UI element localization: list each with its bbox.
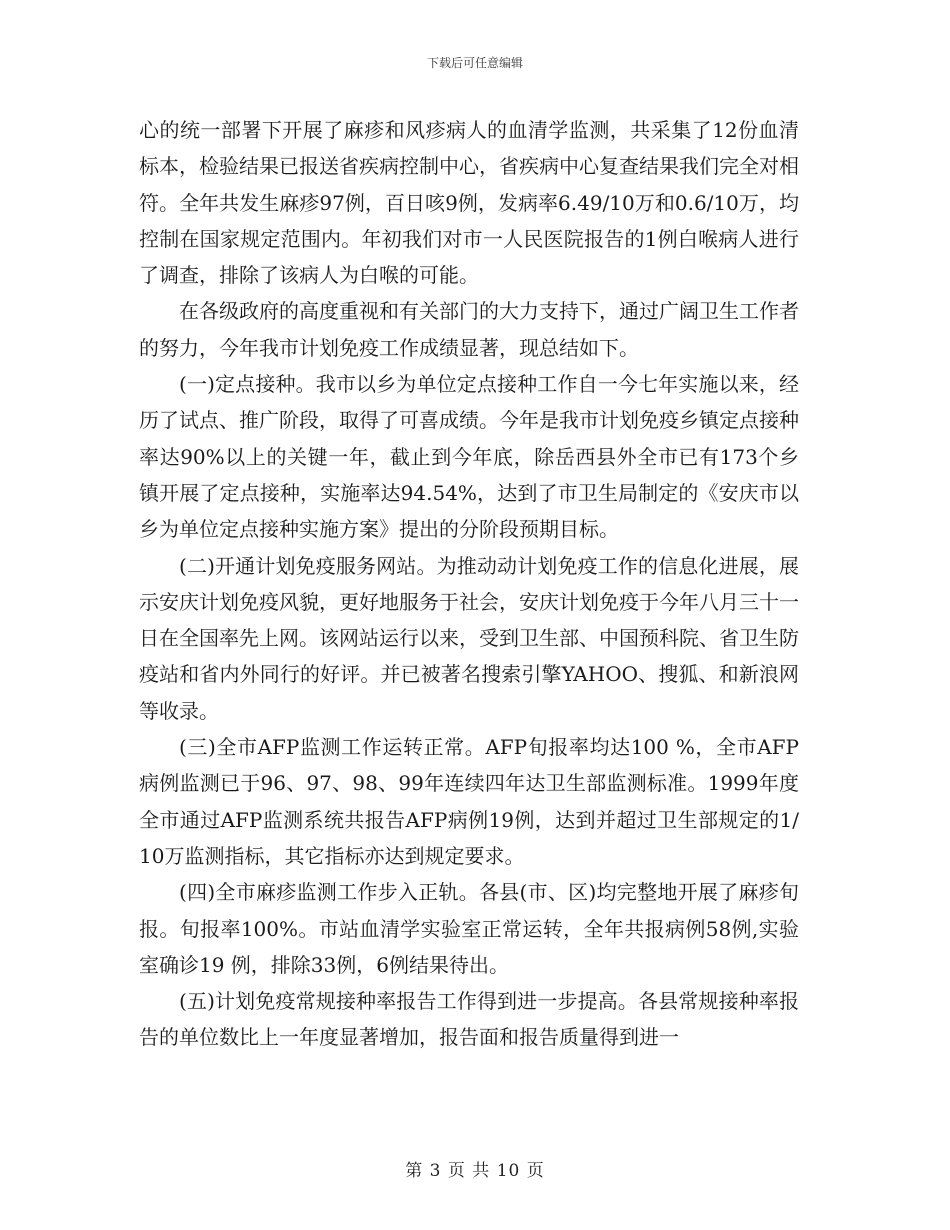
paragraph-item-1: (一)定点接种。我市以乡为单位定点接种工作自一今七年实施以来，经历了试点、推广阶段，取得了可喜成绩。今年是我市计划免疫乡镇定点接种率达90%以上的关键一年，截止到今年底，除岳西县外全市已有173个乡镇开展了定点接种，实施率达94.54%，达到了市卫生局制定的《安庆市以乡为单位定点接种实施方案》提出的分阶段预期目标。: [139, 372, 799, 542]
paragraph-item-3: (三)全市AFP监测工作运转正常。AFP旬报率均达100 %，全市AFP病例监测已于96、97、98、99年连续四年达卫生部监测标准。1999年度全市通过AFP监测系统共报告AFP病例19例，达到并超过卫生部规定的1/10万监测指标，其它指标亦达到规定要求。: [139, 735, 799, 868]
paragraph-intro: 在各级政府的高度重视和有关部门的大力支持下，通过广阔卫生工作者的努力，今年我市计划免疫工作成绩显著，现总结如下。: [139, 299, 799, 360]
document-body: [139, 112, 799, 1056]
paragraph-item-4: (四)全市麻疹监测工作步入正轨。各县(市、区)均完整地开展了麻疹旬报。旬报率100%。市站血清学实验室正常运转，全年共报病例58例,实验室确诊19 例，排除33例，6例结果待出。: [139, 880, 799, 977]
paragraph-item-2: (二)开通计划免疫服务网站。为推动动计划免疫工作的信息化进展，展示安庆计划免疫风貌，更好地服务于社会，安庆计划免疫于今年八月三十一日在全国率先上网。该网站运行以来，受到卫生部、中国预科院、省卫生防疫站和省内外同行的好评。并已被著名搜索引擎YAHOO、搜狐、和新浪网等收录。: [139, 553, 799, 723]
page-number: 第 3 页 共 10 页: [405, 1161, 545, 1181]
paragraph-item-5: (五)计划免疫常规接种率报告工作得到进一步提高。各县常规接种率报告的单位数比上一年度显著增加，报告面和报告质量得到进一: [139, 989, 799, 1050]
paragraph-continuation: 心的统一部署下开展了麻疹和风疹病人的血清学监测，共采集了12份血清标本，检验结果已报送省疾病控制中心，省疾病中心复查结果我们完全对相符。全年共发生麻疹97例，百日咳9例，发病率6.49/10万和0.6/10万，均控制在国家规定范围内。年初我们对市一人民医院报告的1例白喉病人进行了调查，排除了该病人为白喉的可能。: [139, 118, 799, 288]
page-header-note: 下载后可任意编辑: [426, 56, 523, 70]
